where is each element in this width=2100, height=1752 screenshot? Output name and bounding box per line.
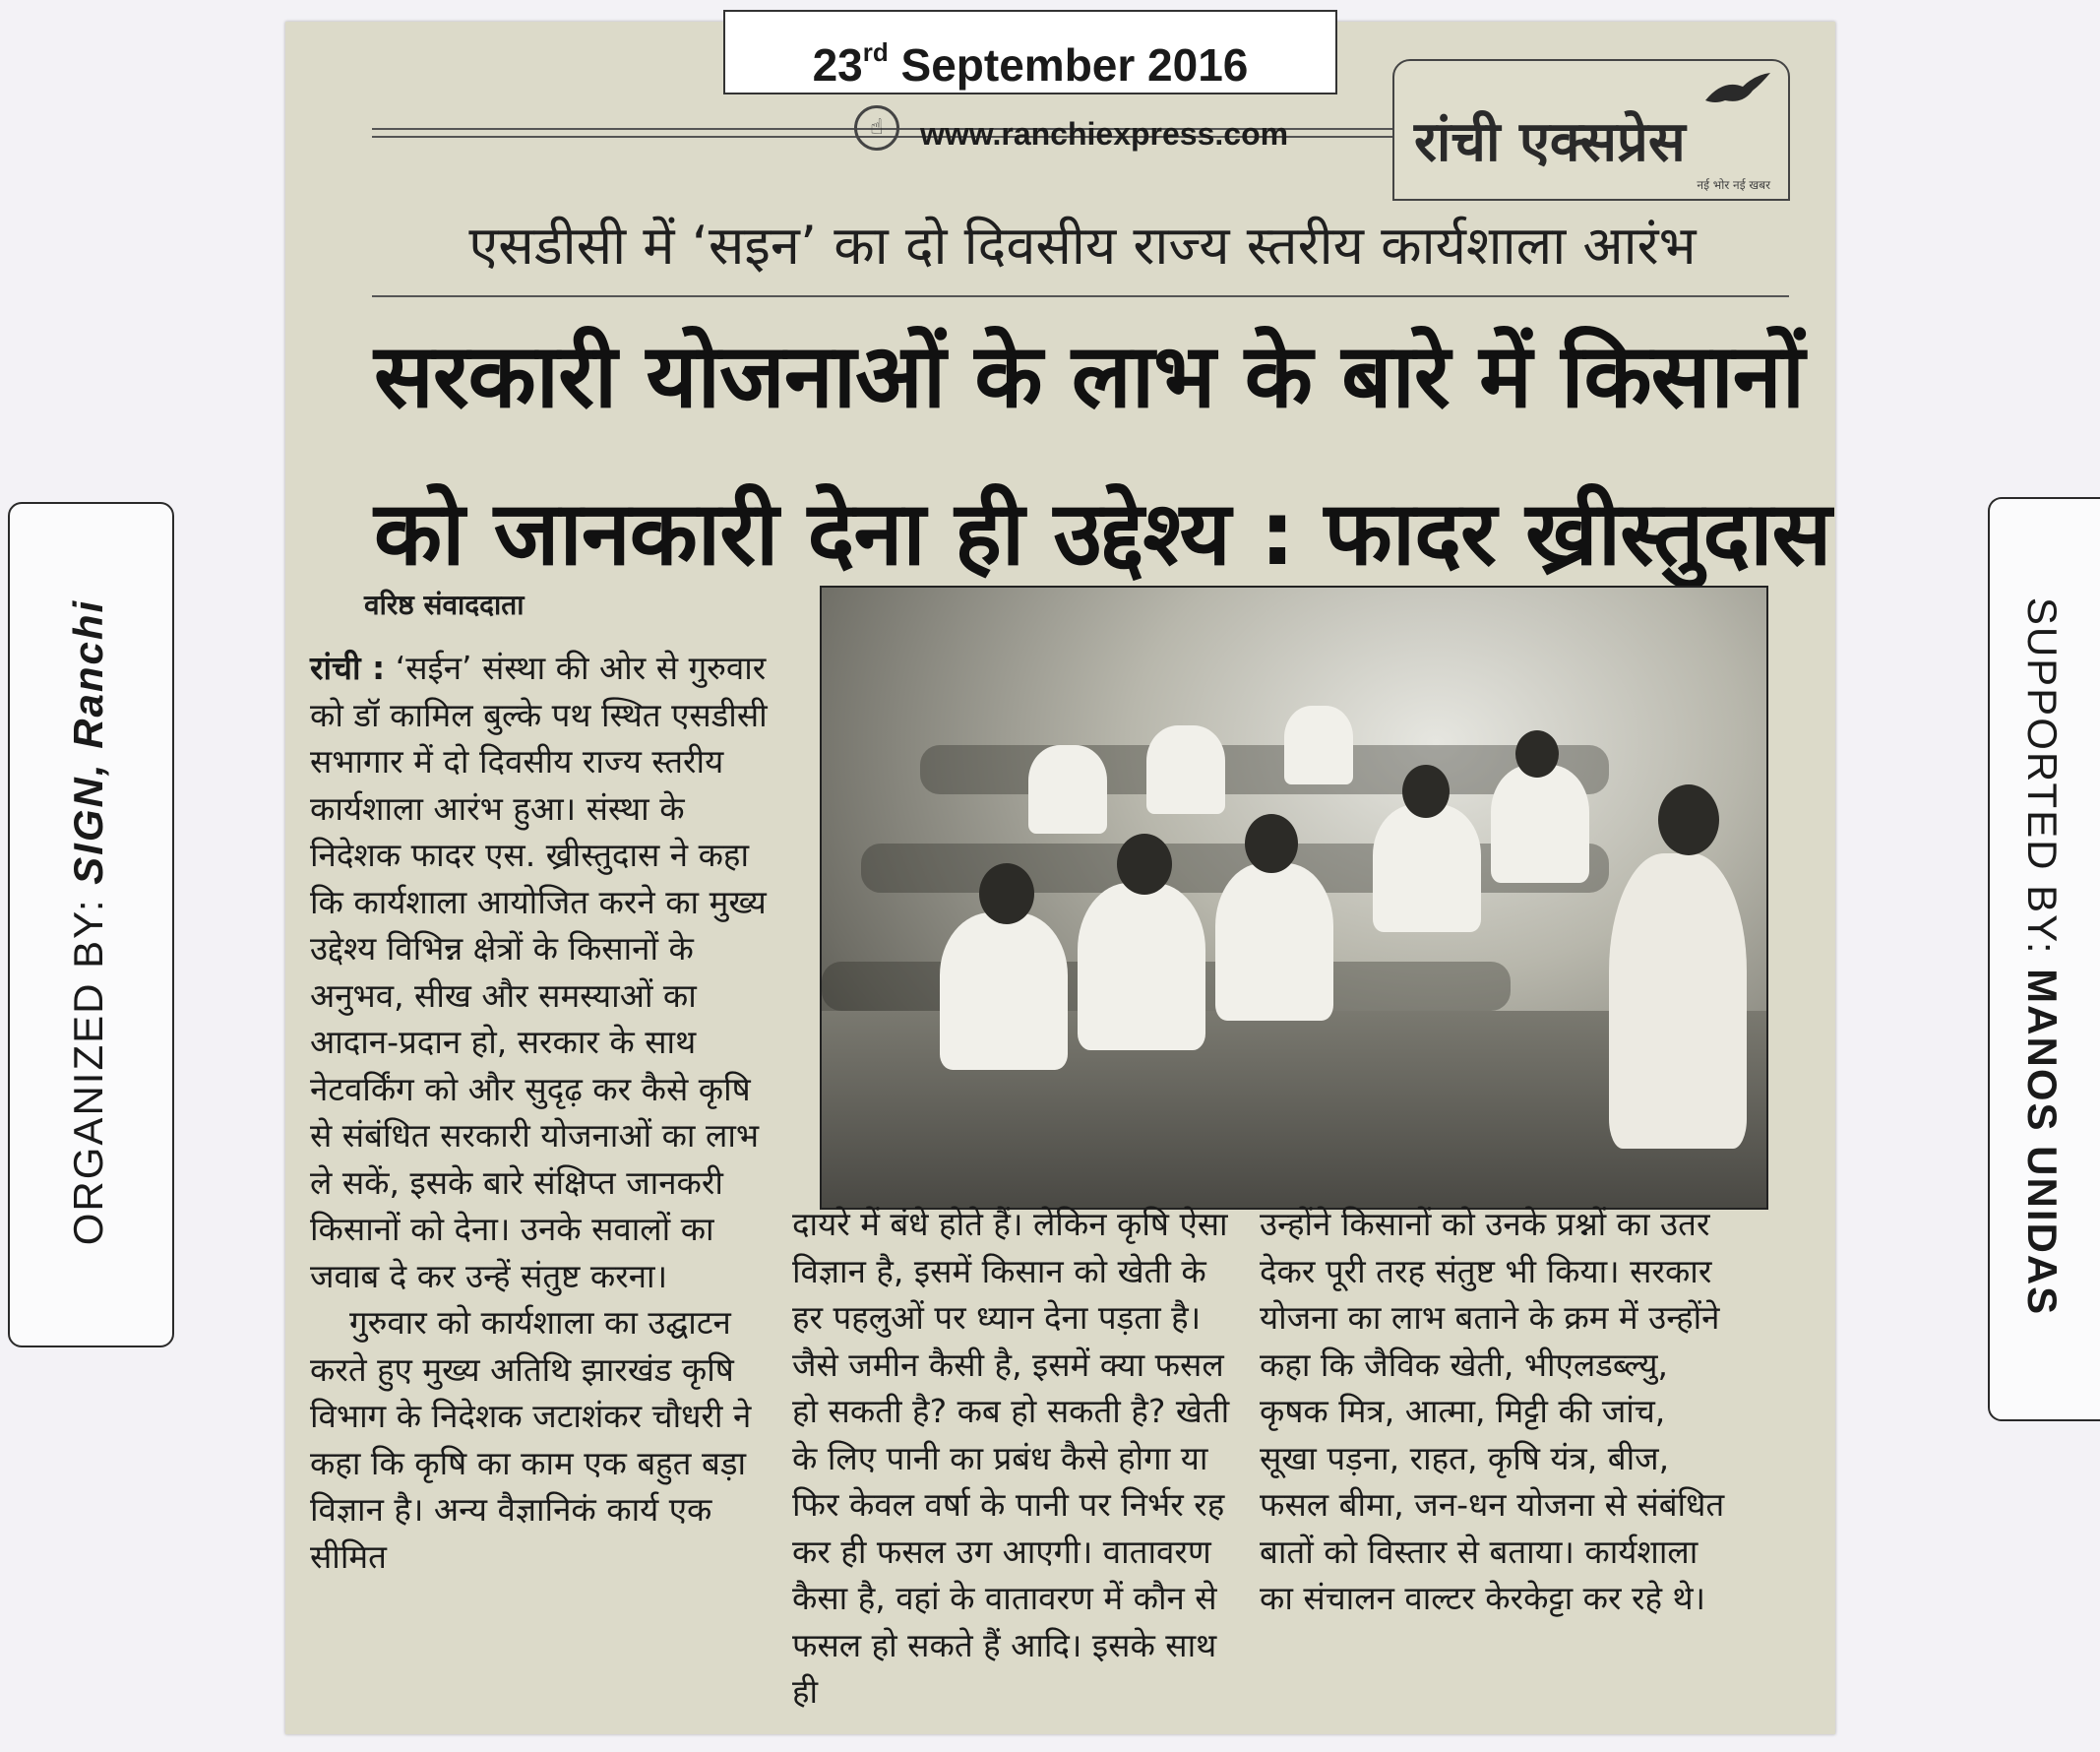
article-column-2 <box>792 1201 1245 1716</box>
article-column-3 <box>1260 1201 1732 1622</box>
date-stamp: 23rd September 2016 <box>723 10 1337 94</box>
article-paragraph: रांची : ‘सईन’ संस्था की ओर से गुरुवार को डॉ कामिल बुल्के पथ स्थित एसडीसी सभागार में दो दिवसीय राज्य स्तरीय कार्यशाला आरंभ हुआ। संस्था के निदेशक फादर एस. ख्रीस्तुदास ने कहा कि कार्यशाला आयोजित करने का मुख्य उद्देश्य विभिन्न क्षेत्रों के किसानों के अनुभव, सीख और समस्याओं का आदान-प्रदान हो, सरकार के साथ नेटवर्किंग को और सुदृढ़ कर कैसे कृषि से संबंधित सरकारी योजनाओं का लाभ ले सकें, इसके बारे संक्षिप्त जानकरी किसानों को देना। उनके सवालों का जवाब दे कर उन्हें संतुष्ट करना। <box>310 649 768 1295</box>
headline-line-1: सरकारी योजनाओं के लाभ के बारे में किसानों <box>374 325 1805 428</box>
article-column-1 <box>310 645 782 1580</box>
organized-by-label: ORGANIZED BY: SIGN, Ranchi <box>65 598 111 1246</box>
website-url: www.ranchiexpress.com <box>920 116 1289 152</box>
article-paragraph: गुरुवार को कार्यशाला का उद्घाटन करते हुए मुख्य अतिथि झारखंड कृषि विभाग के निदेशक जटाशंकर चौधरी ने कहा कि कृषि का काम एक बहुत बड़ा विज्ञान है। अन्य वैज्ञानिकं कार्य एक सीमित <box>310 1303 752 1576</box>
masthead-name: रांची एक्सप्रेस <box>1414 109 1686 174</box>
supported-by-label: SUPPORTED BY: MANOS UNIDAS <box>2019 596 2066 1317</box>
workshop-photo <box>820 586 1768 1210</box>
bird-logo-icon <box>1703 71 1772 110</box>
kicker-headline: एसडीसी में ‘सइन’ का दो दिवसीय राज्य स्तरीय कार्यशाला आरंभ <box>468 215 1697 277</box>
organizer-name: SIGN, Ranchi <box>65 598 111 885</box>
byline: वरिष्ठ संवाददाता <box>364 589 525 621</box>
dateline: रांची : <box>310 649 386 687</box>
article-paragraph: दायरे में बंधे होते हैं। लेकिन कृषि ऐसा विज्ञान है, इसमें किसान को खेती के हर पहलुओं पर ध्यान देना पड़ता है। जैसे जमीन कैसी है, इसमें क्या फसल हो सकती है? कब हो सकती है? खेती के लिए पानी का प्रबंध कैसे होगा या फिर केवल वर्षा के पानी पर निर्भर रह कर ही फसल उग आएगी। वातावरण कैसा है, वहां के वातावरण में कौन से फसल हो सकते हैं आदि। इसके साथ ही <box>792 1205 1230 1711</box>
headline-line-2: को जानकारी देना ही उद्देश्य : फादर ख्रीस्तुदास <box>374 482 1831 586</box>
supporter-name: MANOS UNIDAS <box>2019 969 2066 1317</box>
masthead-tagline: नई भोर नई खबर <box>1697 178 1770 192</box>
masthead <box>1392 59 1790 201</box>
article-paragraph: उन्होंने किसानों को उनके प्रश्नों का उतर देकर पूरी तरह संतुष्ट भी किया। सरकार योजना का लाभ बताने के क्रम में उन्होंने कहा कि जैविक खेती, भीएलडब्ल्यु, कृषक मित्र, आत्मा, मिट्टी की जांच, सूखा पड़ना, राहत, कृषि यंत्र, बीज, फसल बीमा, जन-धन योजना से संबंधित बातों को विस्तार से बताया। कार्यशाला का संचालन वाल्टर केरकेट्टा कर रहे थे। <box>1260 1205 1725 1617</box>
pointer-hand-icon: ☝ <box>854 105 899 151</box>
kicker-rule <box>372 295 1789 297</box>
